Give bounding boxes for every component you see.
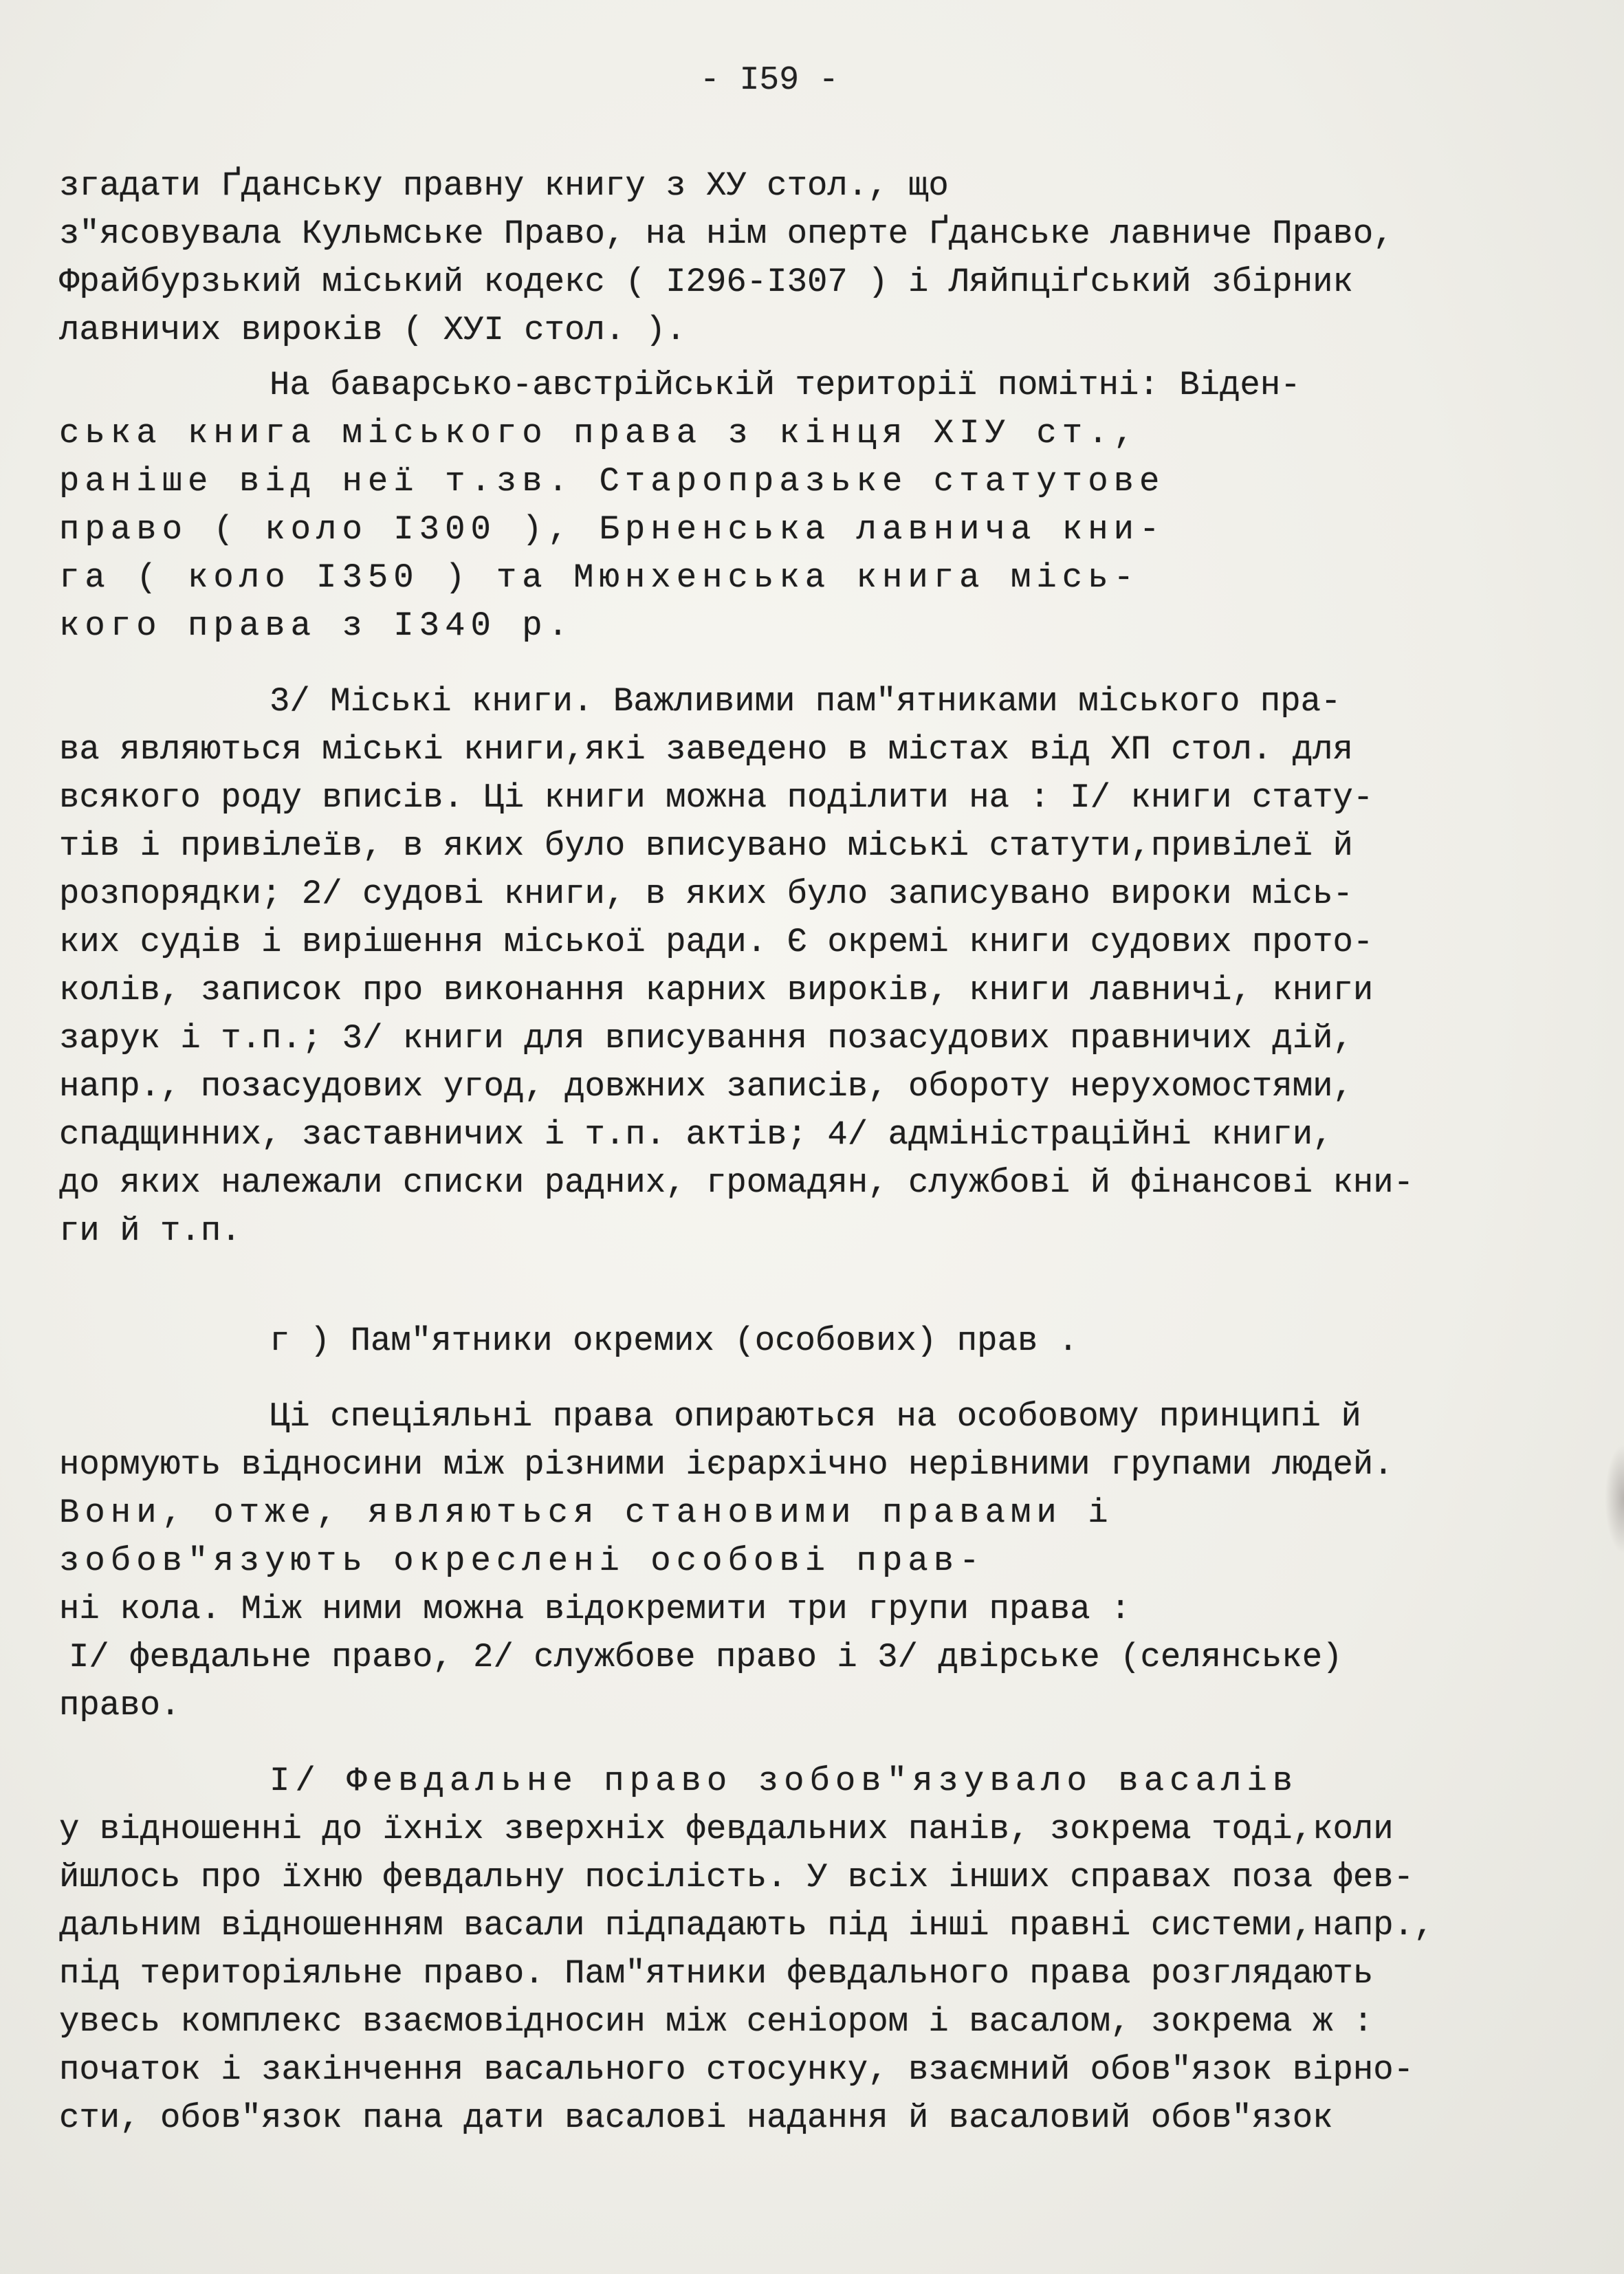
text-line: I/ Февдальне право зобов"язувало васалів <box>270 1762 1299 1800</box>
text-line: нормують відносини між різними ієрархічно нерівними групами людей. <box>59 1445 1394 1484</box>
text-line: право. <box>59 1686 181 1725</box>
text-line: згадати Ґданську правну книгу з ХУ стол., що <box>59 166 949 205</box>
page-edge-shadow <box>1605 1444 1624 1554</box>
text-line: раніше від неї т.зв. Старопразьке статутове <box>59 462 1165 501</box>
text-line: Ці спеціяльні права опираються на особовому принципі й <box>270 1397 1361 1436</box>
text-line: під територіяльне право. Пам"ятники февдального права розглядають <box>59 1954 1374 1993</box>
text-line: га ( коло I350 ) та Мюнхенська книга місь- <box>59 558 1140 597</box>
text-line: ги й т.п. <box>59 1212 241 1250</box>
text-line: право ( коло I300 ), Брненська лавнича кни- <box>59 510 1165 549</box>
text-line: ва являються міські книги,які заведено в містах від ХП стол. для <box>59 730 1353 769</box>
text-line: ська книга міського права з кінця XIУ ст., <box>59 414 1140 452</box>
page-number: - I59 - <box>700 62 839 99</box>
text-line: ні кола. Між ними можна відокремити три групи права : <box>59 1590 1131 1628</box>
text-line: йшлось про їхню февдальну посілість. У всіх інших справах поза фев- <box>59 1858 1414 1896</box>
text-line: Вони, отже, являються становими правами і <box>59 1494 1114 1532</box>
text-line: спадщинних, заставничих і т.п. актів; 4/ адміністраційні книги, <box>59 1115 1333 1154</box>
text-line: На баварсько-австрійській території помітні: Віден- <box>270 366 1301 404</box>
text-line: дальним відношенням васали підпадають під інші правні системи,напр., <box>59 1906 1434 1945</box>
text-line: зобов"язують окреслені особові прав- <box>59 1542 985 1580</box>
text-line: тів і привілеїв, в яких було вписувано міські статути,привілеї й <box>59 827 1353 865</box>
text-line: всякого роду вписів. Ці книги можна поділити на : I/ книги стату- <box>59 778 1374 817</box>
section-heading: г ) Пам"ятники окремих (особових) прав . <box>270 1322 1079 1360</box>
text-line: увесь комплекс взаємовідносин між сеніором і васалом, зокрема ж : <box>59 2002 1374 2041</box>
text-line: 3/ Міські книги. Важливими пам"ятниками міського пра- <box>270 682 1341 721</box>
text-line: Фрайбурзький міський кодекс ( I296-I307 ) і Ляйпціґський збірник <box>59 263 1353 301</box>
text-line: до яких належали списки радних, громадян, службові й фінансові кни- <box>59 1163 1414 1202</box>
text-line: колів, записок про виконання карних вироків, книги лавничі, книги <box>59 971 1374 1009</box>
text-line: I/ февдальне право, 2/ службове право і 3/ двірське (селянське) <box>69 1638 1343 1676</box>
text-line: у відношенні до їхніх зверхніх февдальних панів, зокрема тоді,коли <box>59 1810 1394 1848</box>
text-line: початок і закінчення васального стосунку, взаємний обов"язок вірно- <box>59 2051 1414 2089</box>
text-line: з"ясовувала Кульмське Право, на нім оперте Ґданське лавниче Право, <box>59 215 1394 253</box>
text-line: ких судів і вирішення міської ради. Є окремі книги судових прото- <box>59 923 1374 961</box>
text-line: кого права з I340 р. <box>59 606 574 645</box>
text-line: сти, обов"язок пана дати васалові надання й васаловий обов"язок <box>59 2099 1333 2137</box>
text-line: розпорядки; 2/ судові книги, в яких було записувано вироки місь- <box>59 875 1353 913</box>
text-line: зарук і т.п.; 3/ книги для вписування позасудових правничих дій, <box>59 1019 1353 1058</box>
text-line: напр., позасудових угод, довжних записів, обороту нерухомостями, <box>59 1067 1353 1106</box>
text-line: лавничих вироків ( ХУІ стол. ). <box>59 311 686 349</box>
